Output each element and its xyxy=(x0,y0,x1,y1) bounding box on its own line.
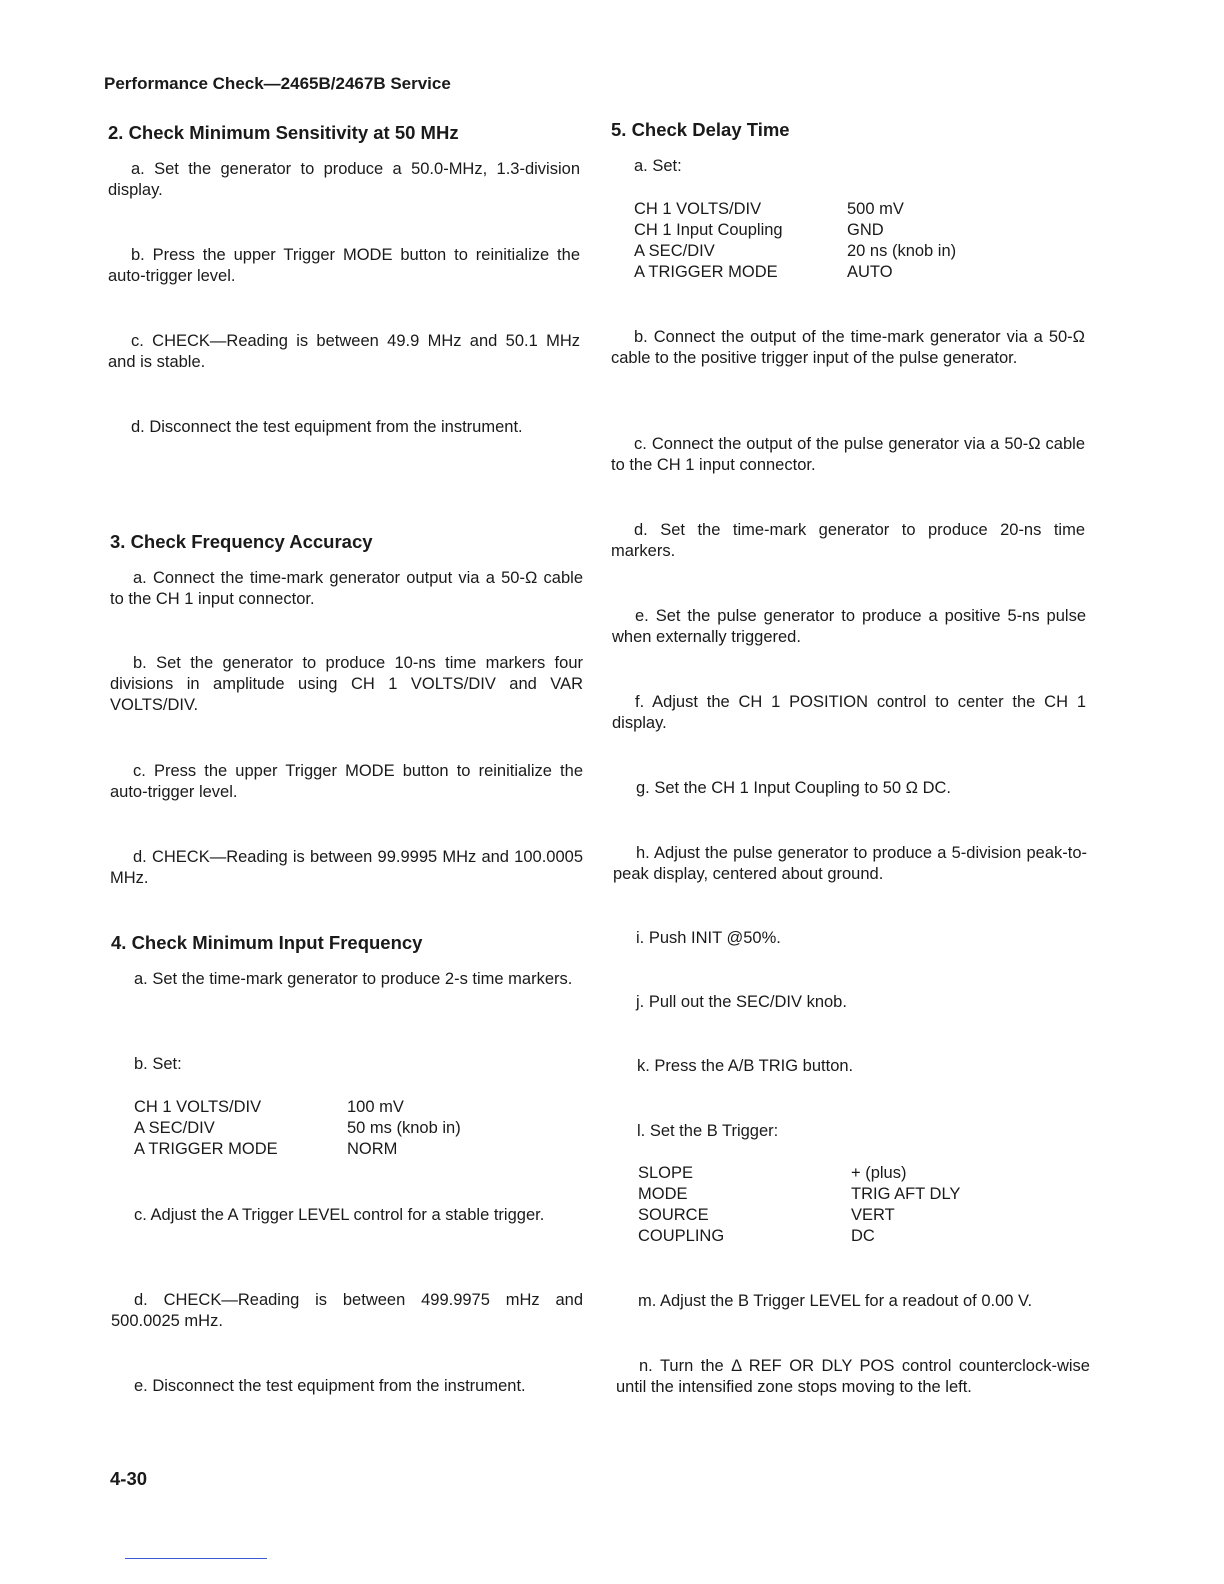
table-row: A TRIGGER MODE NORM xyxy=(134,1140,398,1158)
step-4a: a. Set the time-mark generator to produce 2-s time markers. xyxy=(134,970,573,988)
settings-table-4b xyxy=(134,1097,461,1160)
table-row: CH 1 VOLTS/DIV 100 mV xyxy=(134,1098,404,1116)
step-3c: c. Press the upper Trigger MODE button to reinitialize the auto-trigger level. xyxy=(110,762,583,801)
settings-table-5a xyxy=(634,199,956,283)
table-row: COUPLING DC xyxy=(638,1227,875,1245)
step-3a: a. Connect the time-mark generator output via a 50-Ω cable to the CH 1 input connector. xyxy=(110,569,583,608)
section-4-title: 4. Check Minimum Input Frequency xyxy=(111,932,423,953)
step-2a: a. Set the generator to produce a 50.0-MHz, 1.3-division display. xyxy=(108,160,580,199)
step-3d: d. CHECK—Reading is between 99.9995 MHz and 100.0005 MHz. xyxy=(110,848,583,887)
step-5g: g. Set the CH 1 Input Coupling to 50 Ω DC. xyxy=(636,779,952,797)
page-number: 4-30 xyxy=(110,1468,148,1489)
b-trigger-table xyxy=(638,1163,960,1247)
page-header: Performance Check—2465B/2467B Service xyxy=(104,74,451,93)
step-4e: e. Disconnect the test equipment from the instrument. xyxy=(134,1377,526,1395)
step-5n: n. Turn the Δ REF OR DLY POS control counterclock-wise until the intensified zone stops moving to the left. xyxy=(616,1357,1090,1396)
table-row: SOURCE VERT xyxy=(638,1206,895,1224)
step-3b: b. Set the generator to produce 10-ns time markers four divisions in amplitude using CH 1 VOLTS/DIV and VAR VOLTS/DIV. xyxy=(110,654,583,714)
step-2b: b. Press the upper Trigger MODE button to reinitialize the auto-trigger level. xyxy=(108,246,580,285)
step-5b: b. Connect the output of the time-mark generator via a 50-Ω cable to the positive trigger input of the pulse generator. xyxy=(611,328,1085,367)
step-5m: m. Adjust the B Trigger LEVEL for a readout of 0.00 V. xyxy=(638,1292,1033,1310)
step-2c: c. CHECK—Reading is between 49.9 MHz and 50.1 MHz and is stable. xyxy=(108,332,580,371)
table-row: CH 1 VOLTS/DIV 500 mV xyxy=(634,200,904,218)
table-row: A SEC/DIV 50 ms (knob in) xyxy=(134,1119,461,1137)
step-5k: k. Press the A/B TRIG button. xyxy=(637,1057,854,1075)
step-5l: l. Set the B Trigger: xyxy=(637,1122,779,1140)
step-5c: c. Connect the output of the pulse generator via a 50-Ω cable to the CH 1 input connector. xyxy=(611,435,1085,474)
step-5j: j. Pull out the SEC/DIV knob. xyxy=(636,993,847,1011)
table-row: SLOPE + (plus) xyxy=(638,1164,907,1182)
table-row: CH 1 Input Coupling GND xyxy=(634,221,884,239)
step-5h: h. Adjust the pulse generator to produce a 5-division peak-to-peak display, centered about ground. xyxy=(613,844,1087,883)
section-2-title: 2. Check Minimum Sensitivity at 50 MHz xyxy=(108,122,459,143)
step-5a: a. Set: xyxy=(634,157,682,175)
bottom-rule xyxy=(125,1558,267,1559)
step-2d: d. Disconnect the test equipment from the instrument. xyxy=(131,418,523,436)
table-row: MODE TRIG AFT DLY xyxy=(638,1185,961,1203)
step-5i: i. Push INIT @50%. xyxy=(636,929,781,947)
step-4d: d. CHECK—Reading is between 499.9975 mHz and 500.0025 mHz. xyxy=(111,1291,583,1330)
table-row: A TRIGGER MODE AUTO xyxy=(634,263,893,281)
section-5-title: 5. Check Delay Time xyxy=(611,119,790,140)
step-5f: f. Adjust the CH 1 POSITION control to center the CH 1 display. xyxy=(612,693,1086,732)
step-5d: d. Set the time-mark generator to produce 20-ns time markers. xyxy=(611,521,1085,560)
step-4c: c. Adjust the A Trigger LEVEL control for a stable trigger. xyxy=(134,1206,545,1224)
step-4b: b. Set: xyxy=(134,1055,182,1073)
section-3-title: 3. Check Frequency Accuracy xyxy=(110,531,373,552)
table-row: A SEC/DIV 20 ns (knob in) xyxy=(634,242,957,260)
step-5e: e. Set the pulse generator to produce a positive 5-ns pulse when externally triggered. xyxy=(612,607,1086,646)
